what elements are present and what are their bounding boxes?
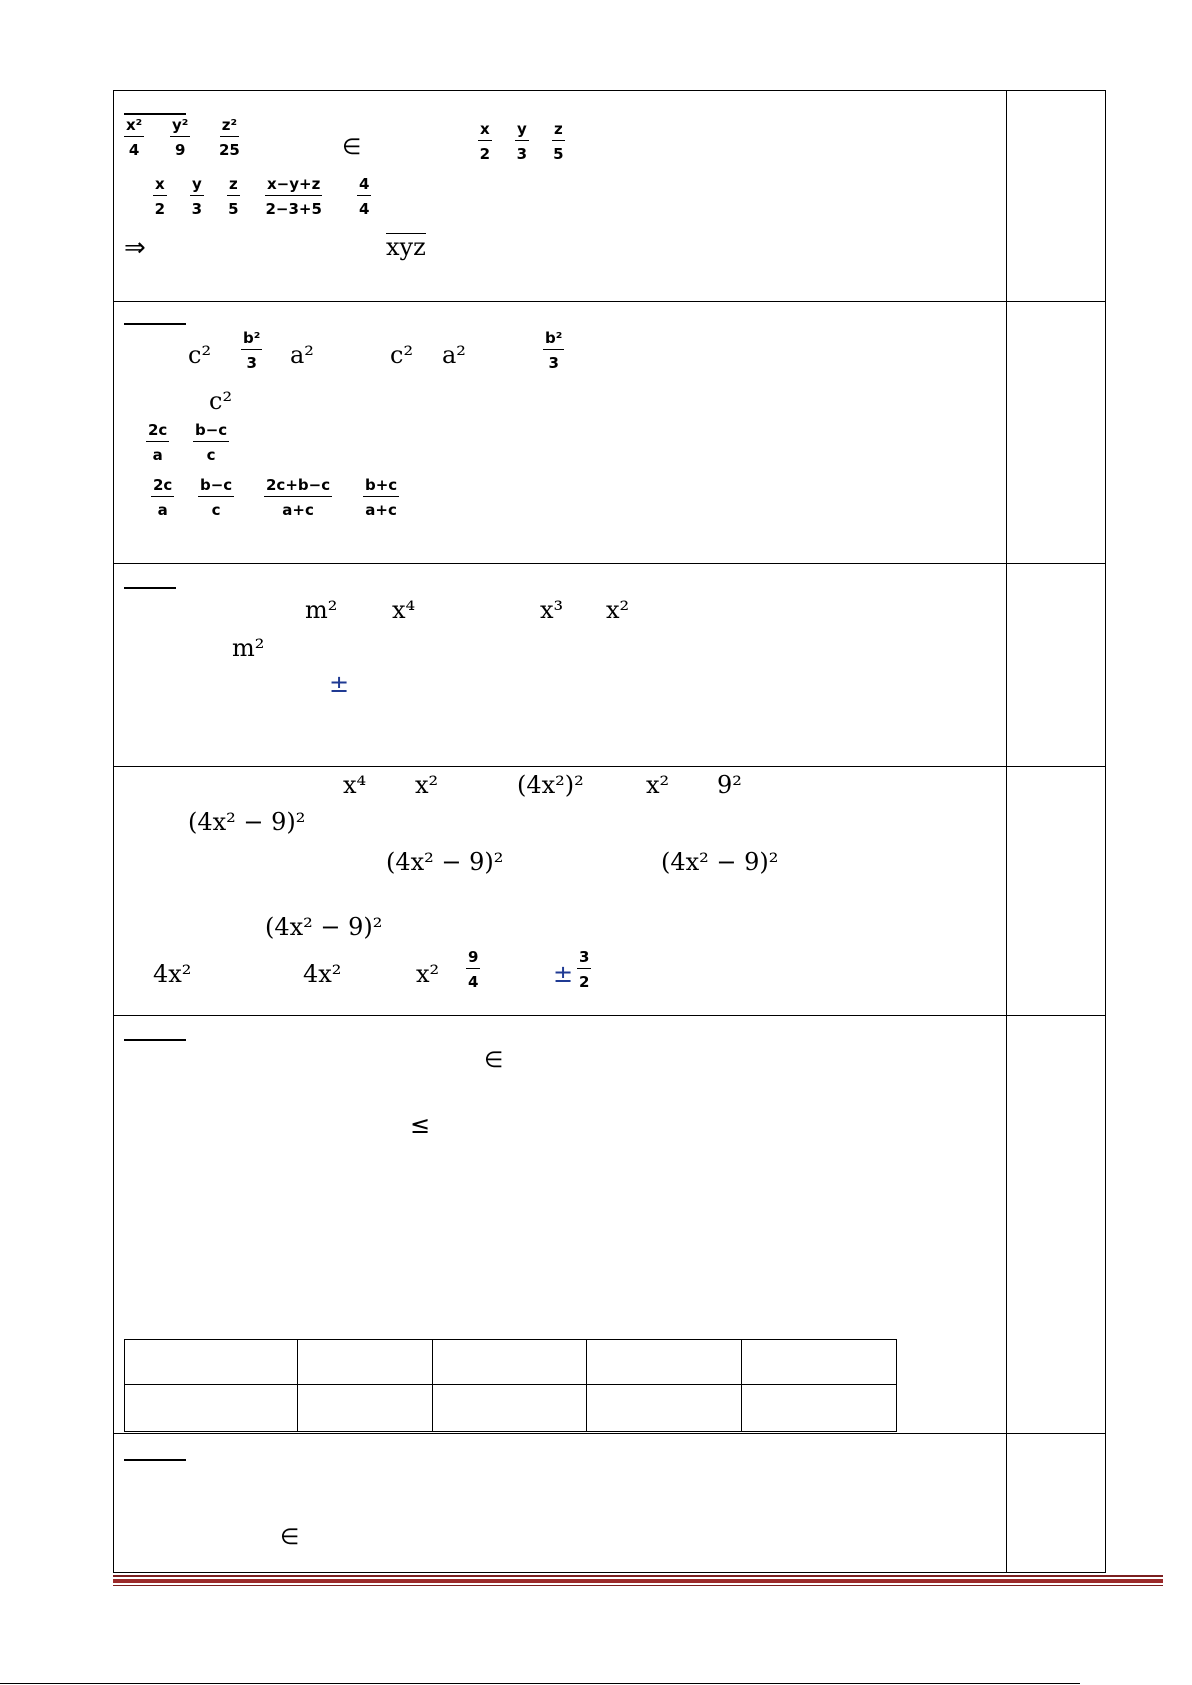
fraction: $\frac{\text{z²}}{25}$ xyxy=(219,116,240,159)
section-underline xyxy=(124,587,176,589)
fraction: $\frac{2c}{a}$ xyxy=(153,476,173,519)
fraction: $\frac{\text{y²}}{9}$ xyxy=(172,116,189,159)
table-cell xyxy=(298,1385,433,1432)
math-term: (4x² − 9)² xyxy=(661,848,779,876)
fraction: $\frac{\text{b²}}{3}$ xyxy=(545,329,563,372)
page-bottom-rule xyxy=(0,1683,1080,1684)
fraction: $\frac{9}{4}$ xyxy=(468,948,479,991)
fraction: $\frac{b-c}{c}$ xyxy=(200,476,233,519)
math-term: x⁴ xyxy=(392,596,416,624)
score-column-divider xyxy=(1006,90,1007,1573)
fraction: $\frac{2c}{a}$ xyxy=(148,421,168,464)
table-cell xyxy=(298,1340,433,1385)
row-divider xyxy=(113,766,1106,767)
math-term: c² xyxy=(209,387,233,415)
math-term: x² xyxy=(415,771,439,799)
table-cell xyxy=(125,1385,298,1432)
fraction: $\frac{x}{2}$ xyxy=(479,120,491,163)
element-of-symbol: ∈ xyxy=(280,1525,300,1550)
table-row xyxy=(125,1340,897,1385)
fraction: $\frac{x-y+z}{2-3+5}$ xyxy=(265,175,322,218)
table-cell xyxy=(433,1340,587,1385)
table-cell xyxy=(433,1385,587,1432)
plus-minus-symbol: ± xyxy=(329,670,350,698)
fraction: $\frac{b-c}{c}$ xyxy=(195,421,228,464)
section-underline xyxy=(124,1039,186,1041)
table-cell xyxy=(742,1340,897,1385)
math-term: 9² xyxy=(717,771,742,799)
section-underline xyxy=(124,323,186,325)
row-divider xyxy=(113,563,1106,564)
table-cell xyxy=(587,1385,742,1432)
fraction: $\frac{y}{3}$ xyxy=(516,120,528,163)
footer-rule xyxy=(113,1575,1163,1577)
footer-rule xyxy=(113,1585,1163,1586)
fraction: $\frac{x}{2}$ xyxy=(154,175,166,218)
less-or-equal-symbol: ≤ xyxy=(410,1111,431,1139)
math-term: a² xyxy=(442,341,466,369)
element-of-symbol: ∈ xyxy=(342,135,362,160)
fraction: $\frac{z}{5}$ xyxy=(553,120,564,163)
math-term: x³ xyxy=(540,596,564,624)
row-divider xyxy=(113,1015,1106,1016)
math-term: x⁴ xyxy=(343,771,367,799)
math-term: x² xyxy=(606,596,630,624)
math-term: x² xyxy=(646,771,670,799)
fraction: $\frac{\text{b²}}{3}$ xyxy=(243,329,261,372)
row-divider xyxy=(113,1433,1106,1434)
empty-answer-table xyxy=(124,1339,897,1432)
table-cell xyxy=(587,1340,742,1385)
math-term: (4x²)² xyxy=(517,771,584,799)
fraction: $\frac{b+c}{a+c}$ xyxy=(365,476,398,519)
element-of-symbol: ∈ xyxy=(484,1048,504,1073)
section-underline xyxy=(124,113,186,115)
footer-rule xyxy=(113,1579,1163,1583)
plus-minus-symbol: ± xyxy=(553,960,574,988)
table-cell xyxy=(125,1340,298,1385)
math-term: 4x² xyxy=(153,960,192,988)
math-term: x² xyxy=(416,960,440,988)
fraction: $\frac{3}{2}$ xyxy=(579,948,590,991)
math-term: c² xyxy=(390,341,414,369)
math-term: m² xyxy=(305,596,338,624)
table-row xyxy=(125,1385,897,1432)
math-term: (4x² − 9)² xyxy=(386,848,504,876)
table-cell xyxy=(742,1385,897,1432)
math-term: m² xyxy=(232,634,265,662)
fraction: $\frac{2c+b-c}{a+c}$ xyxy=(266,476,331,519)
fraction: $\frac{4}{4}$ xyxy=(359,175,370,218)
math-term: (4x² − 9)² xyxy=(265,913,383,941)
math-term: c² xyxy=(188,341,212,369)
math-term: (4x² − 9)² xyxy=(188,808,306,836)
math-term: a² xyxy=(290,341,314,369)
fraction: $\frac{y}{3}$ xyxy=(191,175,203,218)
implies-arrow: ⇒ xyxy=(124,233,146,263)
fraction: $\frac{\text{x²}}{4}$ xyxy=(126,116,143,159)
math-term: 4x² xyxy=(303,960,342,988)
number-xyz: xyz xyxy=(386,233,426,261)
section-underline xyxy=(124,1459,186,1461)
row-divider xyxy=(113,301,1106,302)
fraction: $\frac{z}{5}$ xyxy=(228,175,239,218)
